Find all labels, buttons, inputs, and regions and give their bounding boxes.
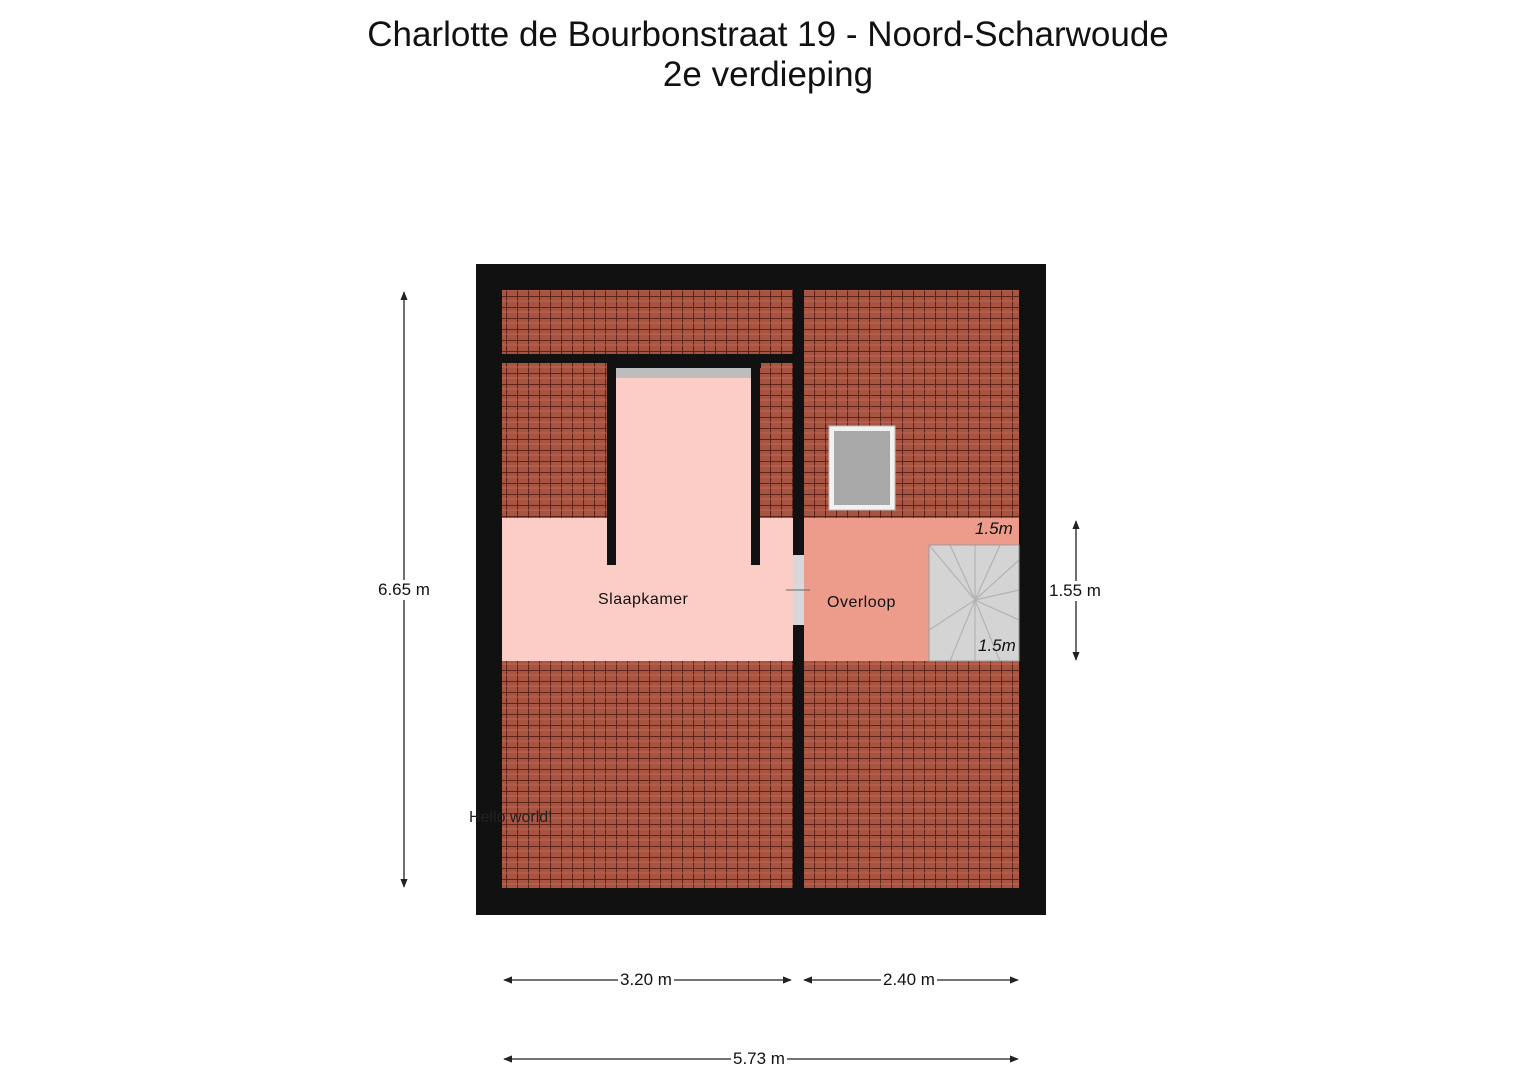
dim-width-left: 3.20 m: [620, 970, 672, 989]
dormer-back-wall: [607, 354, 761, 368]
room-label-slaapkamer: Slaapkamer: [598, 591, 689, 608]
dim-stair-depth: 1.55 m: [1049, 581, 1101, 600]
dim-total-height: 6.65 m: [378, 580, 430, 599]
dormer-wall-right: [751, 354, 760, 565]
floor-subtitle: 2e verdieping: [662, 55, 874, 94]
dim-width-right: 2.40 m: [883, 970, 935, 989]
room-label-overloop: Overloop: [827, 594, 896, 611]
plan-title: Charlotte de Bourbonstraat 19 - Noord-Scharwoude: [367, 15, 1169, 54]
ceiling-height-label: 1.5m: [975, 519, 1013, 538]
ceiling-height-label: 1.5m: [978, 636, 1016, 655]
note-text: Hello world!: [469, 809, 553, 826]
dim-total-width: 5.73 m: [733, 1049, 785, 1068]
dormer-wall-left: [607, 354, 616, 565]
room-slaapkamer-dormer: [609, 368, 759, 520]
room-slaapkamer-main: [502, 518, 793, 661]
dormer-window: [616, 368, 751, 378]
